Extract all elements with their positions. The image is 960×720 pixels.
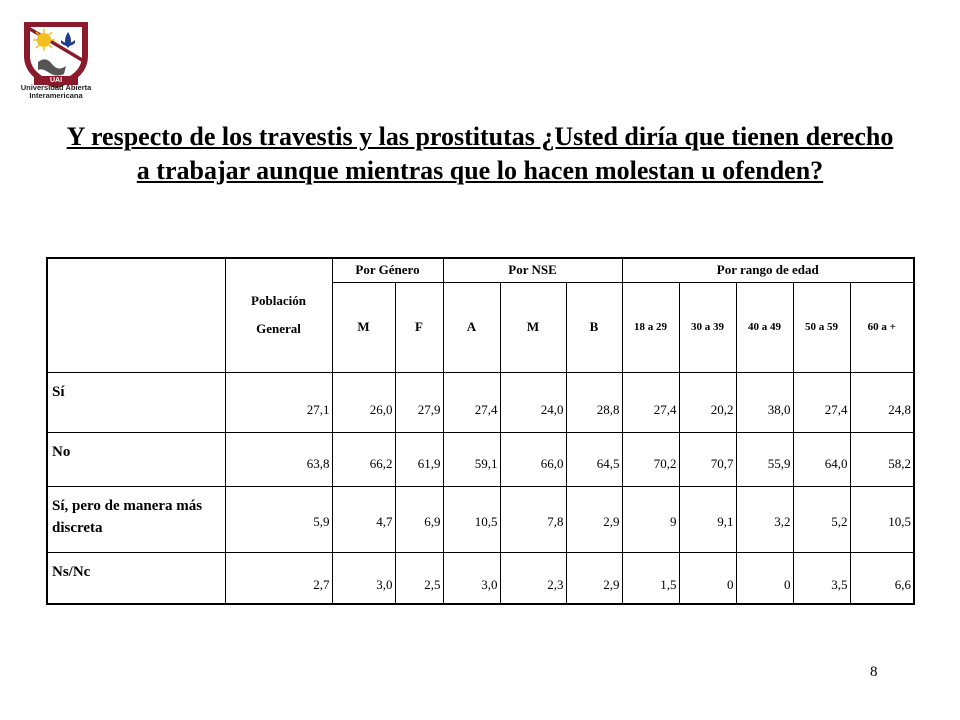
table-cell: 27,1 — [225, 372, 332, 432]
table-cell: 6,6 — [850, 552, 914, 604]
table-cell: 63,8 — [225, 432, 332, 486]
table-cell: 20,2 — [679, 372, 736, 432]
table-cell: 5,2 — [793, 486, 850, 552]
header-sub-18-29: 18 a 29 — [622, 282, 679, 372]
table-cell: 3,0 — [332, 552, 395, 604]
row-label: No — [47, 432, 225, 486]
table-cell: 28,8 — [566, 372, 622, 432]
header-sub-60-plus: 60 a + — [850, 282, 914, 372]
table-row — [47, 552, 914, 604]
table-cell: 3,2 — [736, 486, 793, 552]
table-cell: 9 — [622, 486, 679, 552]
corner-cell — [47, 258, 225, 372]
table-cell: 70,7 — [679, 432, 736, 486]
table-cell: 9,1 — [679, 486, 736, 552]
logo-banner: UAI — [34, 76, 78, 85]
header-sub-b: B — [566, 282, 622, 372]
table-cell: 10,5 — [850, 486, 914, 552]
table-cell: 24,0 — [500, 372, 566, 432]
table-cell: 55,9 — [736, 432, 793, 486]
header-sub-50-59: 50 a 59 — [793, 282, 850, 372]
table-cell: 26,0 — [332, 372, 395, 432]
header-sub-30-39: 30 a 39 — [679, 282, 736, 372]
table-cell: 2,9 — [566, 486, 622, 552]
table-row — [47, 372, 914, 432]
header-sub-f: F — [395, 282, 443, 372]
table-cell: 2,5 — [395, 552, 443, 604]
table-cell: 2,3 — [500, 552, 566, 604]
table-cell: 3,0 — [443, 552, 500, 604]
table-cell: 59,1 — [443, 432, 500, 486]
header-por-genero: Por Género — [332, 258, 443, 282]
header-sub-a: A — [443, 282, 500, 372]
table-cell: 66,2 — [332, 432, 395, 486]
table-cell: 7,8 — [500, 486, 566, 552]
row-label: Sí, pero de manera más discreta — [47, 486, 225, 552]
header-poblacion-line2: General — [256, 321, 301, 337]
table-cell: 10,5 — [443, 486, 500, 552]
table-cell: 38,0 — [736, 372, 793, 432]
header-por-rango-edad: Por rango de edad — [622, 258, 914, 282]
header-sub-40-49: 40 a 49 — [736, 282, 793, 372]
table-cell: 2,9 — [566, 552, 622, 604]
table-cell: 0 — [679, 552, 736, 604]
header-poblacion — [225, 258, 332, 372]
table-cell: 27,4 — [793, 372, 850, 432]
table-cell: 27,4 — [622, 372, 679, 432]
table-row — [47, 432, 914, 486]
page-number: 8 — [870, 664, 878, 680]
table-cell: 61,9 — [395, 432, 443, 486]
table-cell: 6,9 — [395, 486, 443, 552]
table-cell: 58,2 — [850, 432, 914, 486]
university-name-line2: Interamericana — [29, 91, 83, 100]
row-label: Sí — [47, 372, 225, 432]
header-sub-m-nse: M — [500, 282, 566, 372]
university-name-line1: Universidad Abierta — [20, 83, 92, 92]
table-cell: 2,7 — [225, 552, 332, 604]
header-row-groups — [47, 258, 914, 282]
table-cell: 0 — [736, 552, 793, 604]
table-row — [47, 486, 914, 552]
table-cell: 66,0 — [500, 432, 566, 486]
table-cell: 1,5 — [622, 552, 679, 604]
header-por-nse: Por NSE — [443, 258, 622, 282]
table-cell: 64,5 — [566, 432, 622, 486]
table-cell: 27,9 — [395, 372, 443, 432]
table-cell: 5,9 — [225, 486, 332, 552]
table-cell: 3,5 — [793, 552, 850, 604]
results-table — [46, 257, 915, 605]
table-cell: 4,7 — [332, 486, 395, 552]
page-title: Y respecto de los travestis y las prostitutas ¿Usted diría que tienen derecho a trabajar aunque mientras que lo hacen molestan u ofenden? — [66, 122, 894, 185]
table-cell: 70,2 — [622, 432, 679, 486]
header-poblacion-line1: Población — [251, 293, 306, 309]
row-label: Ns/Nc — [47, 552, 225, 604]
university-name — [8, 84, 104, 100]
table-cell: 27,4 — [443, 372, 500, 432]
header-sub-m: M — [332, 282, 395, 372]
table-cell: 24,8 — [850, 372, 914, 432]
table-cell: 64,0 — [793, 432, 850, 486]
